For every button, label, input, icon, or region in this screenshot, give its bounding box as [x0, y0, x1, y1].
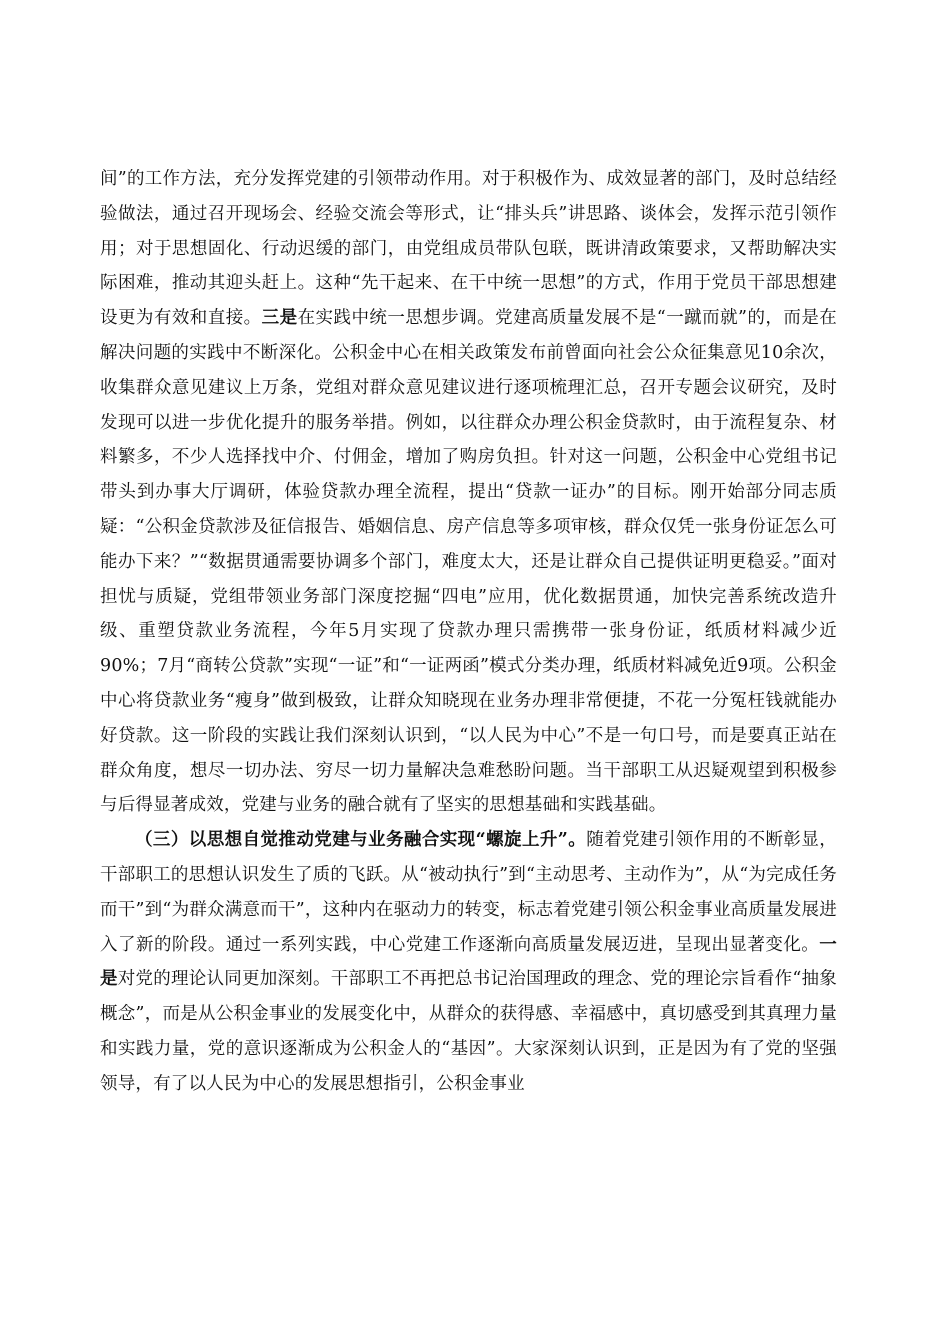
- paragraph-text: 间”的工作方法，充分发挥党建的引领带动作用。对于积极作为、成效显著的部门，及时总结经验做法，通过召开现场会、经验交流会等形式，让“排头兵”讲思路、谈体会，发挥示范引领作用；对于思想固化、行动迟缓的部门，由党组成员带队包联，既讲清政策要求，又帮助解决实际困难，推动其迎头赶上。这种“先干起来、在干中统一思想”的方式，作用于党员干部思想建设更为有效和直接。: [100, 169, 837, 329]
- document-page: [100, 162, 837, 1102]
- paragraph-text: 在实践中统一思想步调。党建高质量发展不是“一蹴而就”的，而是在解决问题的实践中不断深化。公积金中心在相关政策发布前曾面向社会公众征集意见10余次，收集群众意见建议上万条，党组对群众意见建议进行逐项梳理汇总，召开专题会议研究，及时发现可以进一步优化提升的服务举措。例如，以往群众办理公积金贷款时，由于流程复杂、材料繁多，不少人选择找中介、付佣金，增加了购房负担。针对这一问题，公积金中心党组书记带头到办事大厅调研，体验贷款办理全流程，提出“贷款一证办”的目标。刚开始部分同志质疑：“公积金贷款涉及征信报告、婚姻信息、房产信息等多项审核，群众仅凭一张身份证怎么可能办下来？”“数据贯通需要协调多个部门，难度太大，还是让群众自己提供证明更稳妥。”面对担忧与质疑，党组带领业务部门深度挖掘“四电”应用，优化数据贯通，加快完善系统改造升级、重塑贷款业务流程，今年5月实现了贷款办理只需携带一张身份证，纸质材料减少近90%；7月“商转公贷款”实现“一证”和“一证两函”模式分类办理，纸质材料减免近9项。公积金中心将贷款业务“瘦身”做到极致，让群众知晓现在业务办理非常便捷，不花一分冤枉钱就能办好贷款。这一阶段的实践让我们深刻认识到，“以人民为中心”不是一句口号，而是要真正站在群众角度，想尽一切办法、穷尽一切力量解决急难愁盼问题。当干部职工从迟疑观望到积极参与后得显著成效，党建与业务的融合就有了坚实的思想基础和实践基础。: [100, 308, 837, 816]
- paragraph-text: 对党的理论认同更加深刻。干部职工不再把总书记治国理政的理念、党的理论宗旨看作“抽象概念”，而是从公积金事业的发展变化中，从群众的获得感、幸福感中，真切感受到其真理力量和实践力量，党的意识逐渐成为公积金人的“基因”。大家深刻认识到，正是因为有了党的坚强领导，有了以人民为中心的发展思想指引，公积金事业: [100, 969, 837, 1094]
- bold-marker-first: 一是: [100, 934, 837, 990]
- paragraph-continued: [100, 162, 837, 823]
- bold-marker-third: 三是: [261, 308, 298, 329]
- section-heading: （三）以思想自觉推动党建与业务融合实现“螺旋上升”。: [135, 830, 587, 851]
- paragraph-section-three: [100, 823, 837, 1101]
- paragraph-text: 随着党建引领作用的不断彰显，干部职工的思想认识发生了质的飞跃。从“被动执行”到“主动思考、主动作为”，从“为完成任务而干”到“为群众满意而干”，这种内在驱动力的转变，标志着党建引领公积金事业高质量发展进入了新的阶段。通过一系列实践，中心党建工作逐渐向高质量发展迈进，呈现出显著变化。: [100, 830, 837, 955]
